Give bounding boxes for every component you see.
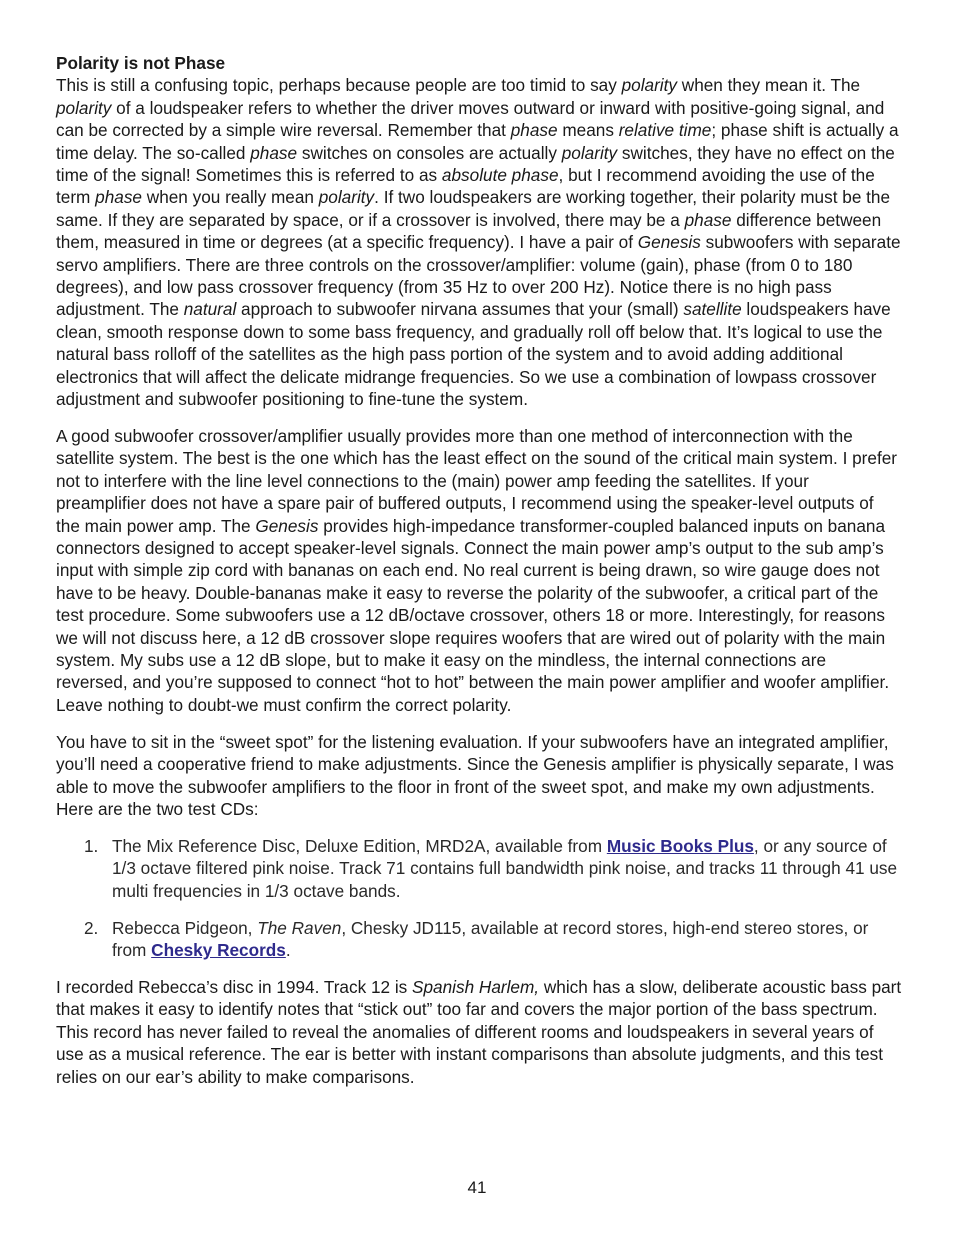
emphasis: polarity (56, 97, 112, 118)
emphasis: absolute phase (441, 165, 559, 186)
emphasis: Genesis (255, 515, 319, 536)
text-run: This is still a confusing topic, perhaps because people are too timid to say (56, 75, 622, 96)
page-number: 41 (467, 1178, 487, 1197)
chesky-records-link[interactable]: Chesky Records (151, 940, 286, 961)
list-item (56, 835, 902, 902)
text-run: A good subwoofer crossover/amplifier usually provides more than one method of interconnection with the satellite system. The best is the one which has the least effect on the sound of the critical main system. I prefer not to interfere with the line level connections to the (main) power amp feeding the satellites. If your preamplifier does not have a spare pair of buffered outputs, I recommend using the speaker-level outputs of the main power amp. The (56, 426, 898, 536)
text-run: ; phase shift is actually a time delay. The so-called (56, 120, 899, 163)
text-run: of a loudspeaker refers to whether the driver moves outward or inward with positive-going signal, and can be corrected by a simple wire reversal. Remember that (56, 97, 885, 141)
text-run: when they mean it. The (677, 75, 861, 96)
list-item (56, 917, 902, 962)
music-books-plus-link[interactable]: Music Books Plus (606, 835, 754, 856)
text-run: subwoofers with separate servo amplifiers. There are three controls on the crossover/amplifier: volume (gain), phase (from 0 to 180 degrees), and low pass crossover frequency (from 35 Hz to over 200 Hz). Notice there is no high pass adjustment. The (56, 232, 901, 320)
text-run: difference between them, measured in time or degrees (at a specific frequency). I have a pair of (56, 209, 882, 253)
text-run: Rebecca Pidgeon, (112, 917, 258, 938)
paragraph-recording (56, 976, 902, 1088)
list-number: 2. (84, 917, 99, 938)
text-run: The Mix Reference Disc, Deluxe Edition, MRD2A, available from (112, 835, 607, 856)
emphasis: phase (684, 209, 732, 230)
text-run: means (557, 120, 619, 141)
paragraph-polarity (56, 74, 902, 410)
paragraph-sweet-spot (56, 731, 902, 821)
text-run: provides high-impedance transformer-coupled balanced inputs on banana connectors designed to accept speaker-level signals. Connect the main power amp’s output to the sub amp’s input with simple zip cord with bananas on each end. No real current is being drawn, so wire gauge does not have to be heavy. Double-bananas make it easy to reverse the polarity of the subwoofer, a critical part of the test procedure. Some subwoofers use a 12 dB/octave crossover, others 18 or more. Interestingly, for reasons we will not discuss here, a 12 dB crossover slope requires woofers that are wired out of polarity with the main system. My subs use a 12 dB slope, but to make it easy on the mindless, the internal connections are reversed, and you’re supposed to connect “hot to hot” between the main power amplifier and woofer amplifier. Leave nothing to doubt-we must confirm the correct polarity. (56, 515, 890, 715)
emphasis: polarity (621, 75, 677, 96)
text-run: loudspeakers have clean, smooth response down to some bass frequency, and gradually roll off below that. It’s logical to use the natural bass rolloff of the satellites as the high pass portion of the system and to avoid adding additional electronics that will affect the delicate midrange frequencies. So we use a combination of lowpass crossover adjustment and subwoofer positioning to fine-tune the system. (56, 299, 891, 410)
emphasis: The Raven (257, 917, 342, 938)
test-cd-list (56, 835, 902, 962)
text-run: I recorded Rebecca’s disc in 1994. Track 12 is (56, 976, 413, 997)
section-heading: Polarity is not Phase (56, 53, 226, 73)
text-run: You have to sit in the “sweet spot” for the listening evaluation. If your subwoofers have an integrated amplifier, you’ll need a cooperative friend to make adjustments. Since the Genesis amplifier is physically separate, I was able to move the subwoofer amplifiers to the floor in front of the sweet spot, and make my own adjustments. Here are the two test CDs: (56, 731, 894, 819)
emphasis: phase (510, 120, 558, 141)
text-run: switches on consoles are actually (297, 142, 562, 163)
emphasis: phase (250, 142, 298, 163)
emphasis: phase (95, 187, 142, 208)
emphasis: natural (183, 299, 237, 320)
list-number: 1. (84, 835, 99, 856)
emphasis: Spanish Harlem, (412, 976, 540, 997)
emphasis: Genesis (637, 232, 701, 253)
text-run: . If two loudspeakers are working together, their polarity must be the same. If they are separated by space, or if a crossover is involved, there may be a (56, 187, 891, 230)
emphasis: satellite (683, 299, 742, 320)
text-run: , but I recommend avoiding the use of the term (56, 165, 875, 208)
text-run: when you really mean (142, 187, 319, 208)
text-run: , Chesky JD115, available at record stores, high-end stereo stores, or from (112, 917, 869, 961)
text-run: approach to subwoofer nirvana assumes that your (small) (236, 299, 684, 320)
emphasis: relative time (618, 120, 712, 141)
text-run: , or any source of 1/3 octave filtered pink noise. Track 71 contains full bandwidth pink noise, and tracks 11 through 41 use multi frequencies in 1/3 octave bands. (112, 835, 898, 901)
text-run: . (285, 940, 291, 961)
emphasis: polarity (561, 142, 618, 163)
document-page (56, 52, 902, 1102)
text-run: switches, they have no effect on the time of the signal! Sometimes this is referred to as (56, 142, 895, 186)
text-run: which has a slow, deliberate acoustic bass part that makes it easy to identify notes that “stick out” too far and covers the major portion of the bass spectrum. This record has never failed to reveal the anomalies of different rooms and loudspeakers in several years of use as a musical reference. The ear is better with instant comparisons than absolute judgments, and this test relies on our ear’s ability to make comparisons. (56, 976, 902, 1087)
emphasis: polarity (318, 187, 375, 208)
paragraph-crossover (56, 425, 902, 716)
